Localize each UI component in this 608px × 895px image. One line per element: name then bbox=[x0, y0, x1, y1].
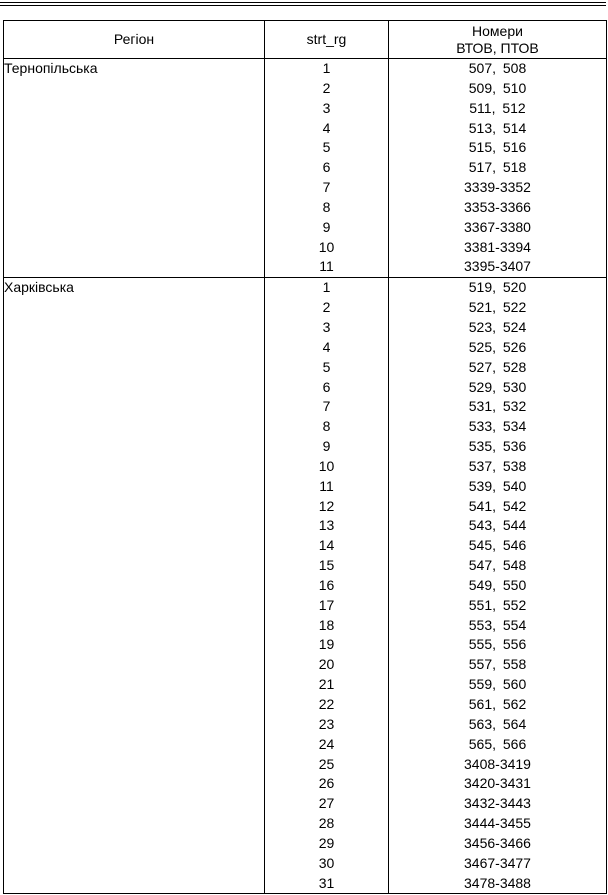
region-name-cell bbox=[4, 854, 265, 874]
table-row bbox=[4, 536, 607, 556]
region-name-cell bbox=[4, 556, 265, 576]
numbers-cell: 525, 526 bbox=[389, 338, 607, 358]
region-name-cell bbox=[4, 497, 265, 517]
table-row bbox=[4, 119, 607, 139]
region-name-cell bbox=[4, 715, 265, 735]
region-group bbox=[4, 278, 607, 894]
numbers-cell: 553, 554 bbox=[389, 616, 607, 636]
header-numbers-line1: Номери bbox=[472, 22, 523, 39]
table-row bbox=[4, 397, 607, 417]
table-row bbox=[4, 834, 607, 854]
strt-rg-cell: 7 bbox=[265, 397, 389, 417]
table-row bbox=[4, 497, 607, 517]
strt-rg-cell: 29 bbox=[265, 834, 389, 854]
region-name-cell: Тернопільська bbox=[4, 59, 265, 79]
region-name-cell bbox=[4, 814, 265, 834]
table-row bbox=[4, 79, 607, 99]
strt-rg-cell: 5 bbox=[265, 138, 389, 158]
strt-rg-cell: 9 bbox=[265, 218, 389, 238]
numbers-cell: 523, 524 bbox=[389, 318, 607, 338]
strt-rg-cell: 27 bbox=[265, 794, 389, 814]
region-name-cell bbox=[4, 218, 265, 238]
strt-rg-cell: 8 bbox=[265, 417, 389, 437]
table-row bbox=[4, 755, 607, 775]
numbers-cell: 549, 550 bbox=[389, 576, 607, 596]
top-rule-thin bbox=[0, 2, 606, 3]
numbers-cell: 3339-3352 bbox=[389, 178, 607, 198]
strt-rg-cell: 24 bbox=[265, 735, 389, 755]
strt-rg-cell: 13 bbox=[265, 516, 389, 536]
table-row bbox=[4, 437, 607, 457]
strt-rg-cell: 1 bbox=[265, 278, 389, 298]
region-name-cell: Харківська bbox=[4, 278, 265, 298]
strt-rg-cell: 23 bbox=[265, 715, 389, 735]
table-row bbox=[4, 198, 607, 218]
numbers-cell: 565, 566 bbox=[389, 735, 607, 755]
region-name-cell bbox=[4, 417, 265, 437]
table-row bbox=[4, 378, 607, 398]
region-name-cell bbox=[4, 178, 265, 198]
top-rule-bottom bbox=[0, 5, 606, 6]
numbers-cell: 3478-3488 bbox=[389, 874, 607, 894]
region-name-cell bbox=[4, 755, 265, 775]
strt-rg-cell: 10 bbox=[265, 238, 389, 258]
numbers-cell: 529, 530 bbox=[389, 378, 607, 398]
numbers-cell: 563, 564 bbox=[389, 715, 607, 735]
numbers-cell: 515, 516 bbox=[389, 138, 607, 158]
strt-rg-cell: 7 bbox=[265, 178, 389, 198]
numbers-cell: 3467-3477 bbox=[389, 854, 607, 874]
region-name-cell bbox=[4, 794, 265, 814]
table-row bbox=[4, 158, 607, 178]
table-row bbox=[4, 854, 607, 874]
table-row bbox=[4, 178, 607, 198]
region-name-cell bbox=[4, 655, 265, 675]
table-row bbox=[4, 457, 607, 477]
region-name-cell bbox=[4, 576, 265, 596]
numbers-cell: 533, 534 bbox=[389, 417, 607, 437]
strt-rg-cell: 18 bbox=[265, 616, 389, 636]
numbers-cell: 541, 542 bbox=[389, 497, 607, 517]
strt-rg-cell: 4 bbox=[265, 119, 389, 139]
table-header bbox=[4, 21, 607, 59]
region-name-cell bbox=[4, 516, 265, 536]
strt-rg-cell: 28 bbox=[265, 814, 389, 834]
numbers-cell: 551, 552 bbox=[389, 596, 607, 616]
numbers-cell: 545, 546 bbox=[389, 536, 607, 556]
table-row bbox=[4, 257, 607, 277]
table-row bbox=[4, 318, 607, 338]
numbers-cell: 3456-3466 bbox=[389, 834, 607, 854]
region-table bbox=[3, 20, 607, 894]
strt-rg-cell: 4 bbox=[265, 338, 389, 358]
region-name-cell bbox=[4, 616, 265, 636]
region-name-cell bbox=[4, 158, 265, 178]
strt-rg-cell: 12 bbox=[265, 497, 389, 517]
table-row bbox=[4, 298, 607, 318]
numbers-cell: 537, 538 bbox=[389, 457, 607, 477]
strt-rg-cell: 22 bbox=[265, 695, 389, 715]
table-row bbox=[4, 99, 607, 119]
region-name-cell bbox=[4, 298, 265, 318]
region-name-cell bbox=[4, 874, 265, 894]
numbers-cell: 3353-3366 bbox=[389, 198, 607, 218]
table-row bbox=[4, 238, 607, 258]
region-name-cell bbox=[4, 198, 265, 218]
numbers-cell: 3444-3455 bbox=[389, 814, 607, 834]
table-row bbox=[4, 655, 607, 675]
region-name-cell bbox=[4, 358, 265, 378]
numbers-cell: 539, 540 bbox=[389, 477, 607, 497]
numbers-cell: 555, 556 bbox=[389, 635, 607, 655]
numbers-cell: 3420-3431 bbox=[389, 774, 607, 794]
region-name-cell bbox=[4, 477, 265, 497]
strt-rg-cell: 5 bbox=[265, 358, 389, 378]
region-name-cell bbox=[4, 437, 265, 457]
region-name-cell bbox=[4, 119, 265, 139]
region-name-cell bbox=[4, 834, 265, 854]
numbers-cell: 3408-3419 bbox=[389, 755, 607, 775]
table-row bbox=[4, 576, 607, 596]
region-name-cell bbox=[4, 99, 265, 119]
numbers-cell: 3395-3407 bbox=[389, 257, 607, 277]
strt-rg-cell: 16 bbox=[265, 576, 389, 596]
table-row bbox=[4, 596, 607, 616]
table-row bbox=[4, 814, 607, 834]
table-row bbox=[4, 616, 607, 636]
table-row bbox=[4, 774, 607, 794]
strt-rg-cell: 17 bbox=[265, 596, 389, 616]
header-row bbox=[4, 21, 607, 59]
strt-rg-cell: 11 bbox=[265, 477, 389, 497]
region-name-cell bbox=[4, 318, 265, 338]
strt-rg-cell: 6 bbox=[265, 378, 389, 398]
table-row bbox=[4, 715, 607, 735]
region-name-cell bbox=[4, 774, 265, 794]
header-strt-rg: strt_rg bbox=[265, 21, 389, 59]
table-row bbox=[4, 358, 607, 378]
region-name-cell bbox=[4, 378, 265, 398]
numbers-cell: 543, 544 bbox=[389, 516, 607, 536]
table-row bbox=[4, 675, 607, 695]
region-name-cell bbox=[4, 735, 265, 755]
numbers-cell: 507, 508 bbox=[389, 59, 607, 79]
header-numbers bbox=[389, 21, 607, 59]
strt-rg-cell: 10 bbox=[265, 457, 389, 477]
numbers-cell: 513, 514 bbox=[389, 119, 607, 139]
table-row bbox=[4, 516, 607, 536]
numbers-cell: 511, 512 bbox=[389, 99, 607, 119]
strt-rg-cell: 11 bbox=[265, 257, 389, 277]
numbers-cell: 557, 558 bbox=[389, 655, 607, 675]
region-name-cell bbox=[4, 138, 265, 158]
numbers-cell: 547, 548 bbox=[389, 556, 607, 576]
strt-rg-cell: 30 bbox=[265, 854, 389, 874]
numbers-cell: 559, 560 bbox=[389, 675, 607, 695]
strt-rg-cell: 8 bbox=[265, 198, 389, 218]
header-numbers-line2: ВТОВ, ПТОВ bbox=[456, 39, 539, 56]
strt-rg-cell: 1 bbox=[265, 59, 389, 79]
strt-rg-cell: 14 bbox=[265, 536, 389, 556]
region-name-cell bbox=[4, 695, 265, 715]
region-name-cell bbox=[4, 675, 265, 695]
strt-rg-cell: 21 bbox=[265, 675, 389, 695]
strt-rg-cell: 2 bbox=[265, 298, 389, 318]
strt-rg-cell: 3 bbox=[265, 318, 389, 338]
numbers-cell: 519, 520 bbox=[389, 278, 607, 298]
strt-rg-cell: 26 bbox=[265, 774, 389, 794]
table-row bbox=[4, 735, 607, 755]
region-name-cell bbox=[4, 397, 265, 417]
table-row bbox=[4, 556, 607, 576]
strt-rg-cell: 2 bbox=[265, 79, 389, 99]
strt-rg-cell: 25 bbox=[265, 755, 389, 775]
strt-rg-cell: 19 bbox=[265, 635, 389, 655]
table-row bbox=[4, 218, 607, 238]
numbers-cell: 3432-3443 bbox=[389, 794, 607, 814]
numbers-cell: 3381-3394 bbox=[389, 238, 607, 258]
table-row bbox=[4, 695, 607, 715]
table-row bbox=[4, 59, 607, 79]
region-name-cell bbox=[4, 536, 265, 556]
region-name-cell bbox=[4, 635, 265, 655]
numbers-cell: 531, 532 bbox=[389, 397, 607, 417]
table-row bbox=[4, 338, 607, 358]
numbers-cell: 527, 528 bbox=[389, 358, 607, 378]
table-row bbox=[4, 278, 607, 298]
region-name-cell bbox=[4, 79, 265, 99]
strt-rg-cell: 20 bbox=[265, 655, 389, 675]
numbers-cell: 3367-3380 bbox=[389, 218, 607, 238]
table-row bbox=[4, 138, 607, 158]
strt-rg-cell: 15 bbox=[265, 556, 389, 576]
region-group bbox=[4, 59, 607, 278]
strt-rg-cell: 31 bbox=[265, 874, 389, 894]
table-row bbox=[4, 417, 607, 437]
region-name-cell bbox=[4, 338, 265, 358]
table-row bbox=[4, 635, 607, 655]
numbers-cell: 509, 510 bbox=[389, 79, 607, 99]
header-region: Регіон bbox=[4, 21, 265, 59]
strt-rg-cell: 9 bbox=[265, 437, 389, 457]
numbers-cell: 561, 562 bbox=[389, 695, 607, 715]
numbers-cell: 517, 518 bbox=[389, 158, 607, 178]
numbers-cell: 521, 522 bbox=[389, 298, 607, 318]
strt-rg-cell: 6 bbox=[265, 158, 389, 178]
numbers-cell: 535, 536 bbox=[389, 437, 607, 457]
region-name-cell bbox=[4, 457, 265, 477]
table-row bbox=[4, 794, 607, 814]
region-name-cell bbox=[4, 238, 265, 258]
table-row bbox=[4, 477, 607, 497]
strt-rg-cell: 3 bbox=[265, 99, 389, 119]
region-name-cell bbox=[4, 596, 265, 616]
table-row bbox=[4, 874, 607, 894]
region-name-cell bbox=[4, 257, 265, 277]
